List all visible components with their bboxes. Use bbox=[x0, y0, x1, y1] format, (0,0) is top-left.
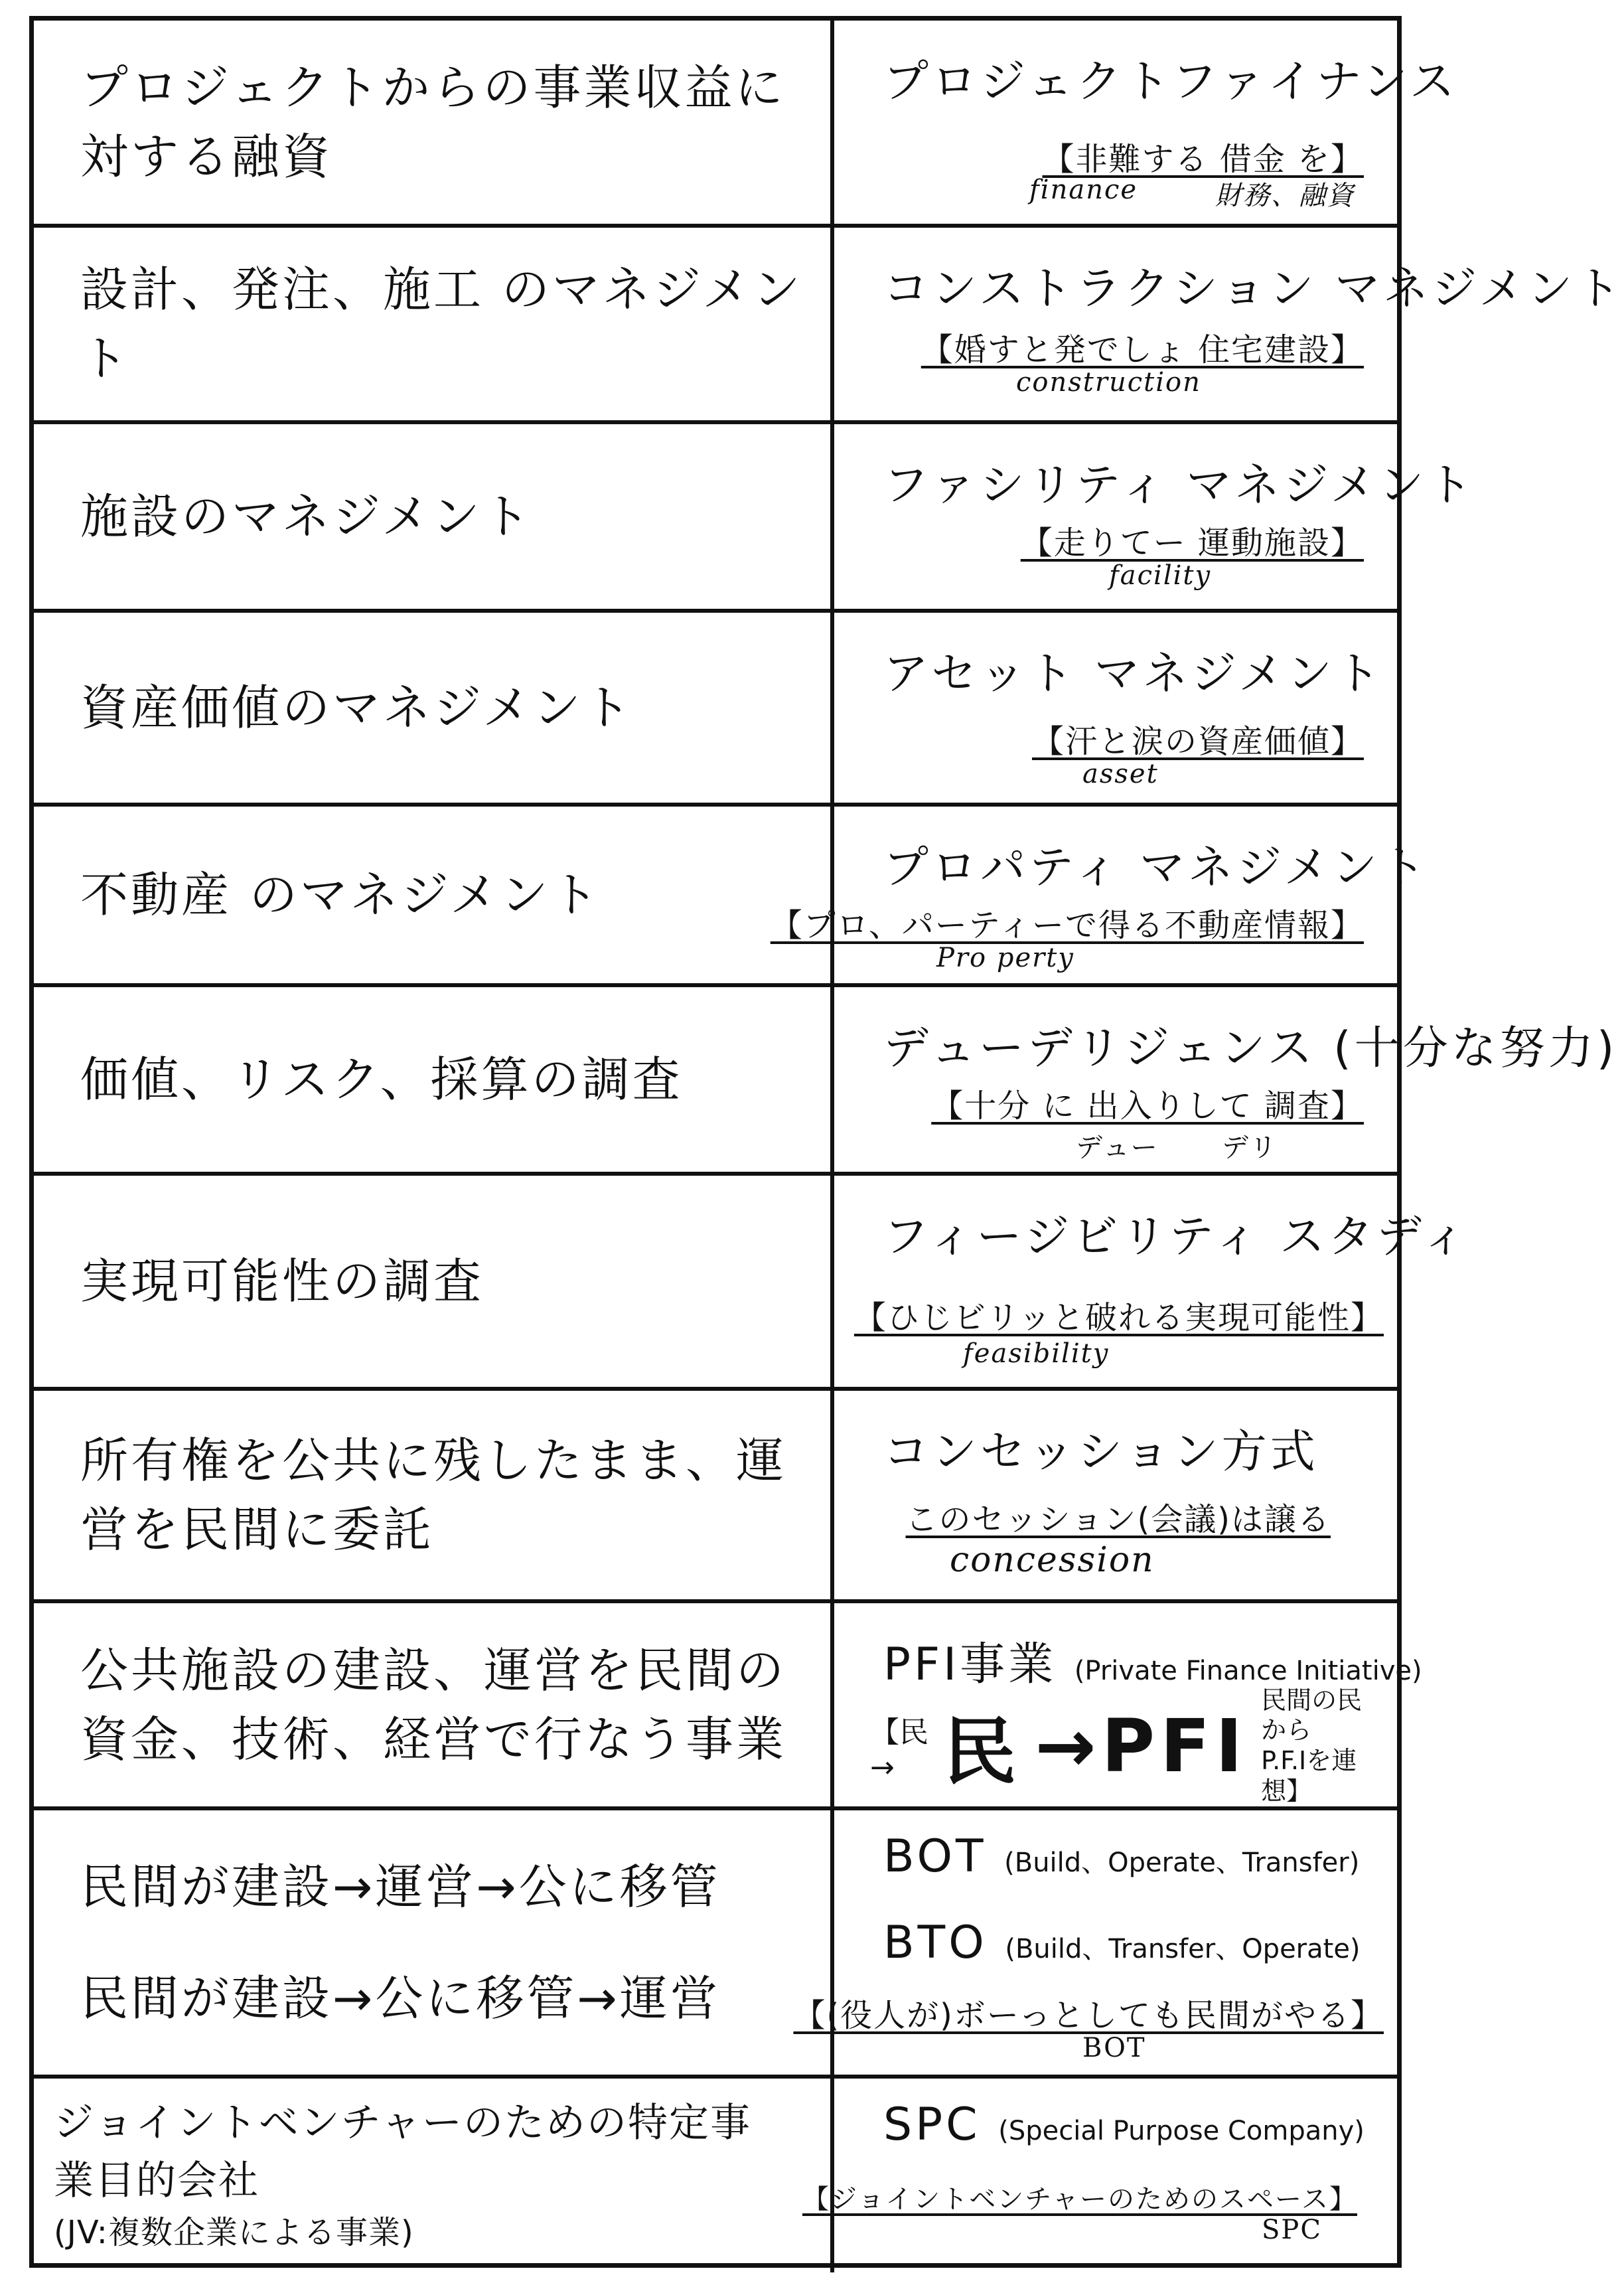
pfi-note: 民間の民から P.F.Iを連想】 bbox=[1261, 1685, 1363, 1806]
mnemonic-sub: Pro perty bbox=[936, 943, 1074, 973]
definition-text: 民間が建設→運営→公に移管 bbox=[80, 1859, 721, 1915]
pfi-acronym: →PFI bbox=[1035, 1703, 1248, 1788]
definition-cell bbox=[80, 21, 810, 224]
term-cell bbox=[857, 987, 1618, 1172]
mnemonic-sub: デリ bbox=[1222, 1133, 1278, 1163]
column-divider bbox=[830, 613, 834, 803]
column-divider bbox=[830, 807, 834, 983]
table-row bbox=[34, 21, 1458, 228]
definition-cell bbox=[80, 1603, 810, 1806]
term-text: アセット マネジメント bbox=[883, 648, 1384, 700]
term-cell bbox=[853, 1176, 1470, 1387]
definition-cell bbox=[80, 1810, 810, 2075]
table-row bbox=[34, 613, 1397, 807]
mnemonic-text: 【婚すと発でしょ 住宅建設】 bbox=[921, 331, 1364, 368]
pfi-mnemonic bbox=[870, 1685, 1370, 1806]
mnemonic-sub: BOT bbox=[1082, 2033, 1146, 2063]
definition-text: 価値、リスク、採算の調査 bbox=[80, 1051, 683, 1107]
table-row bbox=[34, 2079, 1397, 2272]
definition-cell bbox=[80, 424, 810, 609]
column-divider bbox=[830, 2079, 834, 2272]
column-divider bbox=[830, 21, 834, 224]
definition-text: 施設のマネジメント bbox=[80, 488, 533, 544]
mnemonic-text: 【ひじビリッと破れる実現可能性】 bbox=[853, 1299, 1384, 1336]
mnemonic-sub: feasibility bbox=[963, 1338, 1110, 1369]
definition-cell bbox=[80, 1391, 810, 1599]
definition-text: 不動産 のマネジメント bbox=[80, 866, 601, 923]
mnemonic-text: 【非難する 借金 を】 bbox=[1042, 141, 1364, 178]
term-text: BOT (Build、Operate、Transfer) bbox=[883, 1830, 1360, 1883]
mnemonic-sub: construction bbox=[1016, 367, 1201, 398]
term-text: ファシリティ マネジメント bbox=[883, 459, 1476, 512]
column-divider bbox=[830, 424, 834, 609]
term-text: デューデリジェンス (十分な努力) bbox=[883, 1022, 1618, 1075]
column-divider bbox=[830, 1391, 834, 1599]
definition-cell bbox=[80, 807, 810, 983]
definition-cell bbox=[80, 987, 810, 1172]
column-divider bbox=[830, 1176, 834, 1387]
term-cell bbox=[857, 228, 1624, 420]
term-text: プロジェクトファイナンス bbox=[883, 56, 1458, 108]
definition-cell bbox=[54, 2079, 784, 2272]
mnemonic-text: 【プロ、パーティーで得る不動産情報】 bbox=[770, 907, 1364, 944]
definition-cell bbox=[80, 1176, 810, 1387]
table-row bbox=[34, 987, 1618, 1176]
term-text: PFI事業 (Private Finance Initiative) bbox=[883, 1638, 1422, 1691]
term-text: プロパティ マネジメント bbox=[883, 842, 1430, 894]
column-divider bbox=[830, 987, 834, 1172]
definition-text: 民間が建設→公に移管→運営 bbox=[80, 1970, 721, 2026]
definition-text: プロジェクトからの事業収益に対する融資 bbox=[80, 59, 786, 185]
term-text: BTO (Build、Transfer、Operate) bbox=[883, 1917, 1361, 1969]
mnemonic-text: このセッション(会議)は譲る bbox=[905, 1501, 1331, 1538]
table-row bbox=[34, 1391, 1397, 1603]
term-text: フィージビリティ スタディ bbox=[883, 1211, 1470, 1263]
mnemonic-text: 【走りてー 運動施設】 bbox=[1020, 524, 1364, 562]
term-cell bbox=[857, 21, 1458, 224]
table-row bbox=[34, 424, 1476, 613]
pfi-min-glyph: 民 bbox=[943, 1709, 1022, 1794]
table-row bbox=[34, 1810, 1397, 2079]
mnemonic-sub: 財務、融資 bbox=[1215, 181, 1355, 211]
table-row bbox=[34, 228, 1624, 424]
term-text: SPC (Special Purpose Company) bbox=[883, 2098, 1365, 2151]
table-row bbox=[34, 807, 1430, 987]
mnemonic-sub: facility bbox=[1109, 560, 1212, 591]
table-row bbox=[34, 1176, 1470, 1391]
mnemonic-text: 【汗と涙の資産価値】 bbox=[1031, 723, 1364, 760]
definition-text: 資産価値のマネジメント bbox=[80, 679, 634, 736]
definition-text: 公共施設の建設、運営を民間の資金、技術、経営で行なう事業 bbox=[80, 1642, 787, 1767]
term-cell bbox=[802, 2079, 1384, 2272]
table-row bbox=[34, 1603, 1422, 1810]
definition-text: ジョイントベンチャーのための特定事業目的会社 bbox=[54, 2100, 751, 2205]
mnemonic-sub: concession bbox=[950, 1540, 1155, 1580]
definition-text: 設計、発注、施工 のマネジメント bbox=[80, 261, 803, 386]
term-cell bbox=[857, 1391, 1384, 1599]
definition-cell bbox=[80, 228, 810, 420]
column-divider bbox=[830, 228, 834, 420]
term-cell bbox=[793, 1810, 1384, 2075]
column-divider bbox=[830, 1603, 834, 1806]
pfi-flow-text: 【民→ bbox=[870, 1715, 928, 1784]
term-cell bbox=[857, 613, 1384, 803]
mnemonic-sub: finance bbox=[1029, 175, 1138, 205]
term-cell bbox=[857, 424, 1476, 609]
term-cell bbox=[857, 1603, 1422, 1806]
mnemonic-sub: asset bbox=[1082, 759, 1159, 789]
vocab-table bbox=[29, 16, 1624, 2268]
term-cell bbox=[770, 807, 1430, 983]
mnemonic-sub: SPC bbox=[1262, 2215, 1322, 2245]
term-text: コンストラクション マネジメント bbox=[883, 263, 1624, 315]
mnemonic-text: 【ジョイントベンチャーのためのスペース】 bbox=[802, 2184, 1357, 2215]
mnemonic-text: 【(役人が)ボーっとしても民間がやる】 bbox=[793, 1997, 1384, 2034]
definition-note: (JV:複数企業による事業) bbox=[54, 2214, 414, 2252]
term-text: コンセッション方式 bbox=[883, 1426, 1319, 1478]
definition-text: 所有権を公共に残したまま、運営を民間に委託 bbox=[80, 1432, 787, 1557]
definition-text: 実現可能性の調査 bbox=[80, 1253, 484, 1309]
definition-cell bbox=[80, 613, 810, 803]
mnemonic-sub: デュー bbox=[1076, 1133, 1159, 1163]
mnemonic-text: 【十分 に 出入りして 調査】 bbox=[931, 1087, 1364, 1125]
